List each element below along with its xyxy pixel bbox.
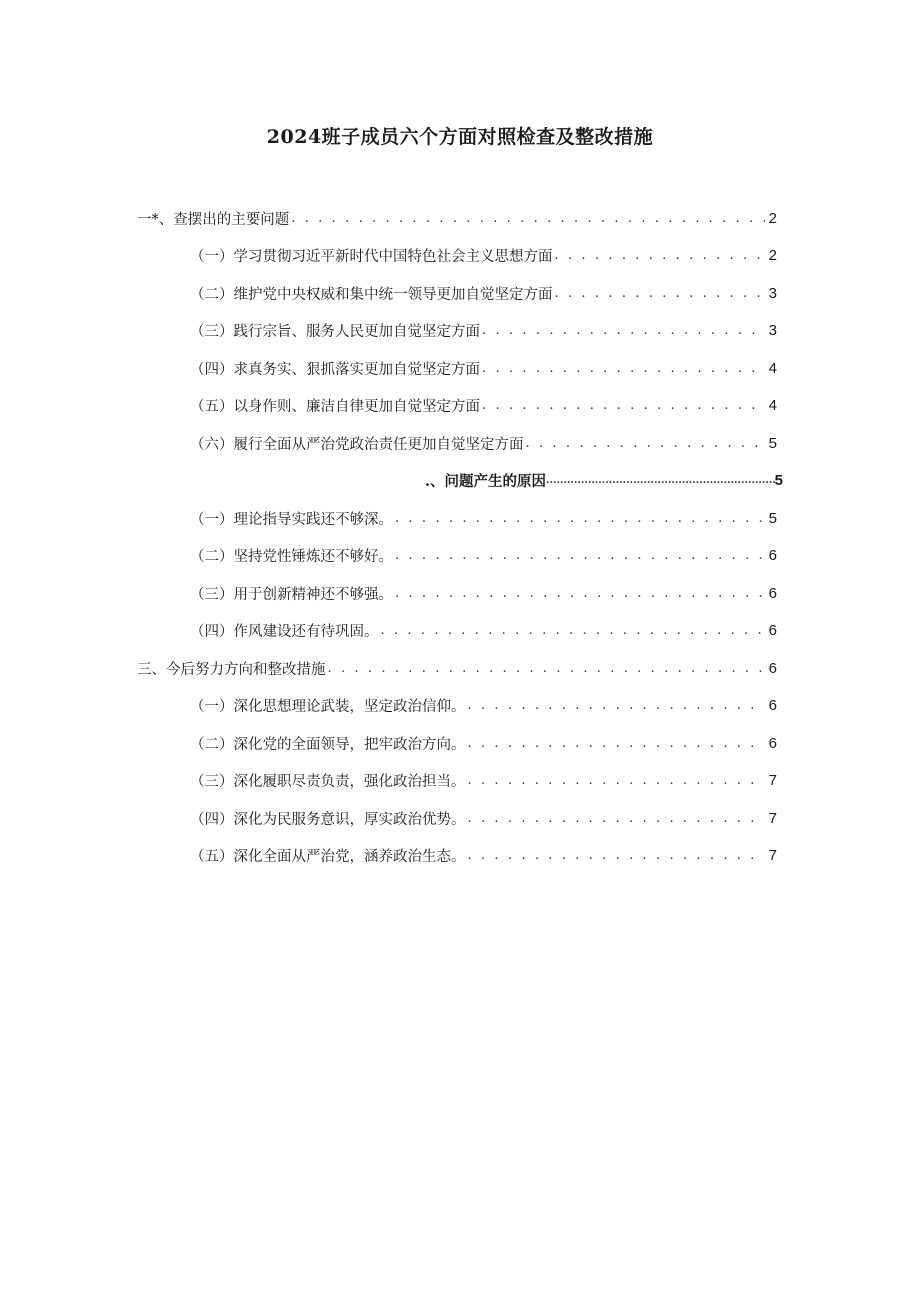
toc-entry-page: 3	[768, 321, 777, 339]
toc-entry-label: 三、今后努力方向和整改措施	[137, 661, 326, 678]
toc-entry-label: （六）履行全面从严治党政治责任更加自觉坚定方面	[190, 436, 524, 453]
toc-entry-label: （一）理论指导实践还不够深。	[190, 511, 393, 528]
toc-entry-page: 7	[768, 846, 777, 864]
toc-entry-label: （五）深化全面从严治党，涵养政治生态。	[190, 848, 466, 865]
toc-entry-label: （四）作风建设还有待巩固。	[190, 623, 379, 640]
toc-entry-label: （三）用于创新精神还不够强。	[190, 586, 393, 603]
dot-leader	[468, 736, 765, 751]
document-title: 2024班子成员六个方面对照检查及整改措施	[266, 126, 654, 148]
toc-entry-label: （二）维护党中央权威和集中统一领导更加自觉坚定方面	[190, 286, 553, 303]
toc-entry-page: 4	[768, 396, 777, 414]
toc-entry-page: 6	[768, 659, 777, 677]
toc-entry-label: 一*、查摆出的主要问题	[137, 211, 290, 228]
toc-entry-label: （二）深化党的全面领导，把牢政治方向。	[190, 736, 466, 753]
toc-entry-page: 7	[768, 809, 777, 827]
toc-entry-page: 7	[768, 771, 777, 789]
toc-entry[interactable]	[190, 806, 777, 830]
dot-leader	[546, 475, 775, 486]
toc-entry[interactable]	[137, 206, 777, 230]
toc-entry-page: 5	[768, 509, 777, 527]
toc-entry[interactable]	[190, 543, 777, 567]
dot-leader	[482, 361, 765, 376]
toc-entry[interactable]	[190, 431, 777, 455]
dot-leader	[555, 248, 765, 263]
toc-entry-page: 6	[768, 696, 777, 714]
toc-entry[interactable]	[190, 318, 777, 342]
dot-leader	[395, 511, 765, 526]
dot-leader	[468, 811, 765, 826]
toc-entry[interactable]	[137, 656, 777, 680]
dot-leader	[555, 286, 765, 301]
toc-entry[interactable]	[190, 506, 777, 530]
toc-entry[interactable]	[190, 243, 777, 267]
toc-entry[interactable]	[190, 731, 777, 755]
toc-entry[interactable]	[190, 393, 777, 417]
dot-leader	[526, 436, 765, 451]
toc-entry-page: 4	[768, 359, 777, 377]
dot-leader	[468, 773, 765, 788]
toc-entry-label: （四）求真务实、狠抓落实更加自觉坚定方面	[190, 361, 480, 378]
toc-entry-label: （二）坚持党性锤炼还不够好。	[190, 548, 393, 565]
toc-entry-label: （三）践行宗旨、服务人民更加自觉坚定方面	[190, 323, 480, 340]
toc-entry[interactable]	[190, 356, 777, 380]
toc-entry-page: 3	[768, 284, 777, 302]
dot-leader	[482, 398, 765, 413]
toc-entry[interactable]	[190, 693, 777, 717]
toc-entry[interactable]	[190, 581, 777, 605]
toc-entry[interactable]	[425, 468, 783, 492]
toc-entry-page: 6	[768, 546, 777, 564]
toc-entry-page: 5	[768, 434, 777, 452]
toc-entry-label: （五）以身作则、廉洁自律更加自觉坚定方面	[190, 398, 480, 415]
dot-leader	[291, 211, 764, 226]
dot-leader	[395, 586, 765, 601]
toc-entry-label: （一）深化思想理论武装，坚定政治信仰。	[190, 698, 466, 715]
dot-leader	[328, 661, 765, 676]
toc-entry-label: （四）深化为民服务意识，厚实政治优势。	[190, 811, 466, 828]
toc-entry-page: 6	[768, 584, 777, 602]
toc-entry-page: 2	[768, 209, 777, 227]
toc-entry-label: （一）学习贯彻习近平新时代中国特色社会主义思想方面	[190, 248, 553, 265]
dot-leader	[468, 848, 765, 863]
toc-entry[interactable]	[190, 618, 777, 642]
dot-leader	[381, 623, 765, 638]
dot-leader	[395, 548, 765, 563]
dot-leader	[468, 698, 765, 713]
toc-entry-label: .、问题产生的原因	[425, 472, 547, 490]
toc-entry[interactable]	[190, 281, 777, 305]
toc-entry-page: 6	[768, 734, 777, 752]
dot-leader	[482, 323, 765, 338]
toc-entry-label: （三）深化履职尽责负责，强化政治担当。	[190, 773, 466, 790]
toc-entry[interactable]	[190, 843, 777, 867]
toc-entry[interactable]	[190, 768, 777, 792]
toc-entry-page: 2	[768, 246, 777, 264]
toc-entry-page: 5	[774, 471, 783, 489]
toc-entry-page: 6	[768, 621, 777, 639]
